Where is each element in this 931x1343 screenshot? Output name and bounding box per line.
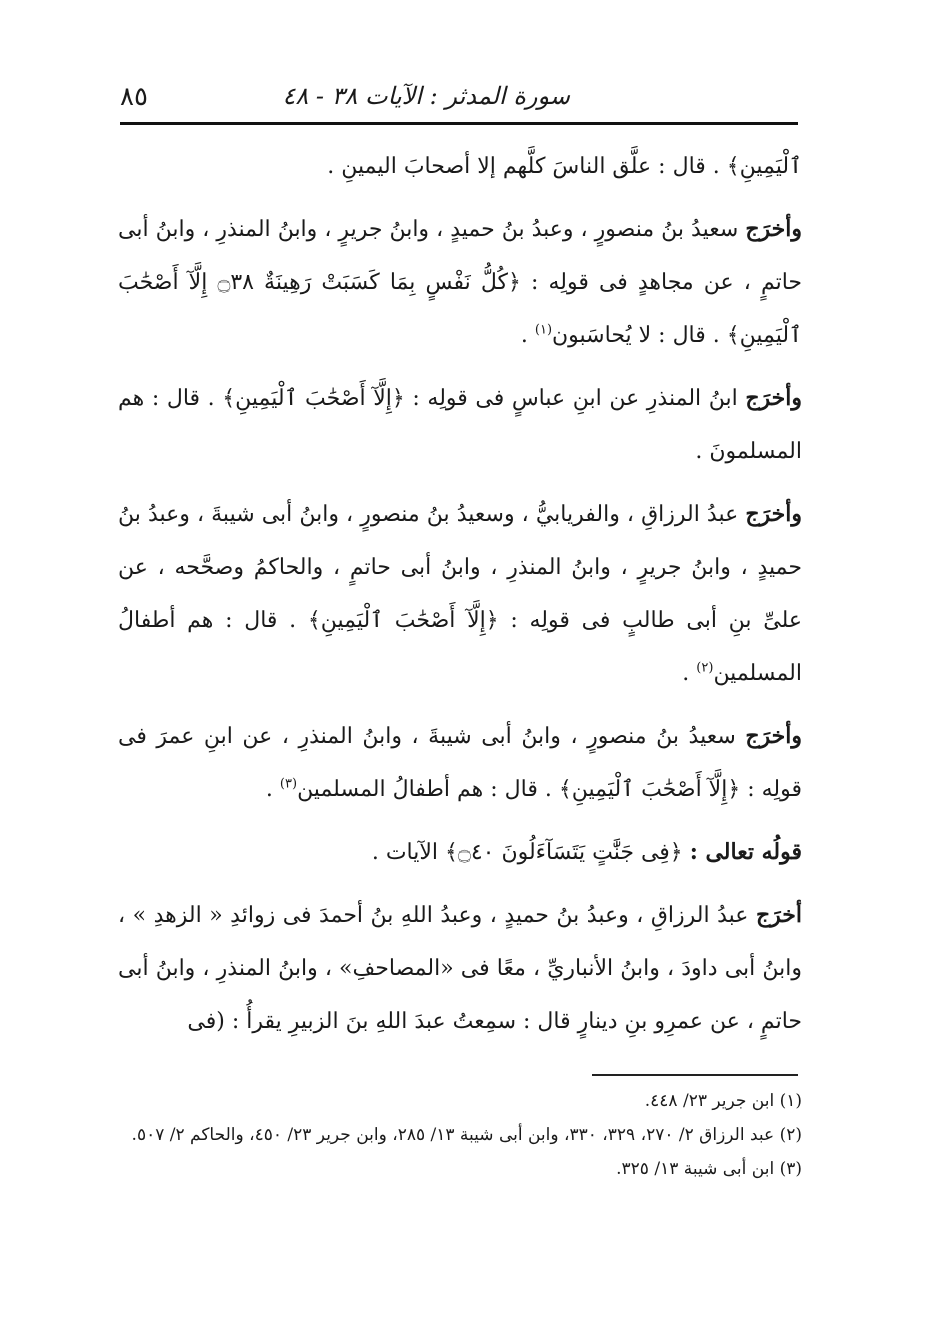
main-text <box>118 140 802 1058</box>
header-rule <box>120 122 798 125</box>
footnote-ref-3: (٣) <box>279 776 298 792</box>
page-number: ٨٥ <box>120 82 148 112</box>
paragraph-5-end: . <box>265 777 280 802</box>
paragraph-2-text: سعيدُ بنُ منصورٍ ، وعبدُ بنُ حميدٍ ، وابنُ جريرٍ ، وابنُ المنذرِ ، وابنُ أبى حاتمٍ ، عن مجاهدٍ فى قولِه : ﴿كُلُّ نَفْسٍ بِمَا كَسَبَتْ رَهِينَةٌ ۝٣٨ إِلَّآ أَصْحَٰبَ ٱلْيَمِينِ﴾ . قال : لا يُحاسَبون <box>118 217 803 348</box>
paragraph-3-lead: وأخرَج <box>745 385 802 411</box>
paragraph-4-end: . <box>682 661 697 686</box>
paragraph-1-text: ٱلْيَمِينِ﴾ . قال : علَّق الناسَ كلَّهم إلا أصحابَ اليمينِ . <box>327 154 802 179</box>
footnote-1: (١) ابن جرير ٢٣/ ٤٤٨. <box>644 1091 802 1111</box>
paragraph-2 <box>118 203 802 362</box>
paragraph-6-text: ﴿فِى جَنَّٰتٍ يَتَسَآءَلُونَ ۝٤٠﴾ الآيات . <box>371 840 690 865</box>
footnotes <box>118 1086 802 1188</box>
paragraph-7-text: عبدُ الرزاقِ ، وعبدُ بنُ حميدٍ ، وعبدُ اللهِ بنُ أحمدَ فى زوائدِ « الزهدِ » ، وابنُ أبى داودَ ، وابنُ الأنباريِّ ، معًا فى «المصاحفِ» ، وابنُ المنذرِ ، وابنُ أبى حاتمٍ ، عن عمرِو بنِ دينارٍ قال : سمِعتُ عبدَ اللهِ بنَ الزبيرِ يقرأُ : (فى <box>118 903 802 1034</box>
footnote-3: (٣) ابن أبى شيبة ١٣/ ٣٢٥. <box>616 1159 802 1179</box>
paragraph-6-lead: قولُه تعالى : <box>689 839 802 865</box>
paragraph-5-text: سعيدُ بنُ منصورٍ ، وابنُ أبى شيبةَ ، وابنُ المنذرِ ، عن ابنِ عمرَ فى قولِه : ﴿إِلَّآ أَصْحَٰبَ ٱلْيَمِينِ﴾ . قال : هم أطفالُ المسلمين <box>118 724 802 802</box>
paragraph-5-lead: وأخرَج <box>745 723 802 749</box>
footnote-ref-2: (٢) <box>696 660 714 676</box>
paragraph-4-lead: وأخرَج <box>745 501 802 527</box>
paragraph-4-text: عبدُ الرزاقِ ، والفريابيُّ ، وسعيدُ بنُ منصورٍ ، وابنُ أبى شيبةَ ، وعبدُ بنُ حميدٍ ، وابنُ جريرٍ ، وابنُ المنذرِ ، وابنُ أبى حاتمٍ ، والحاكمُ وصحَّحه ، عن علىِّ بنِ أبى طالبٍ فى قولِه : ﴿إِلَّآ أَصْحَٰبَ ٱلْيَمِينِ﴾ . قال : هم أطفالُ المسلمين <box>118 502 802 686</box>
paragraph-7 <box>118 889 802 1048</box>
paragraph-7-lead: أخرَج <box>755 902 802 928</box>
paragraph-2-lead: وأخرَج <box>745 216 802 242</box>
paragraph-1 <box>118 140 802 193</box>
page-header <box>120 74 798 118</box>
paragraph-3-text: ابنُ المنذرِ عن ابنِ عباسٍ فى قولِه : ﴿إِلَّآ أَصْحَٰبَ ٱلْيَمِينِ﴾ . قال : هم المسلمونَ . <box>118 386 802 464</box>
paragraph-3 <box>118 372 802 478</box>
paragraph-2-end: . <box>520 323 535 348</box>
running-title: سورة المدثر : الآيات ٣٨ - ٤٨ <box>282 82 570 110</box>
paragraph-4 <box>118 488 802 700</box>
footnote-2: (٢) عبد الرزاق ٢/ ٢٧٠، ٣٢٩، ٣٣٠، وابن أبى شيبة ١٣/ ٢٨٥، وابن جرير ٢٣/ ٤٥٠، والحاكم ٢/ ٥٠٧. <box>131 1125 802 1145</box>
paragraph-6 <box>118 826 802 879</box>
footnote-ref-1: (١) <box>534 322 553 338</box>
paragraph-5 <box>118 710 802 816</box>
footnote-rule <box>592 1074 798 1076</box>
